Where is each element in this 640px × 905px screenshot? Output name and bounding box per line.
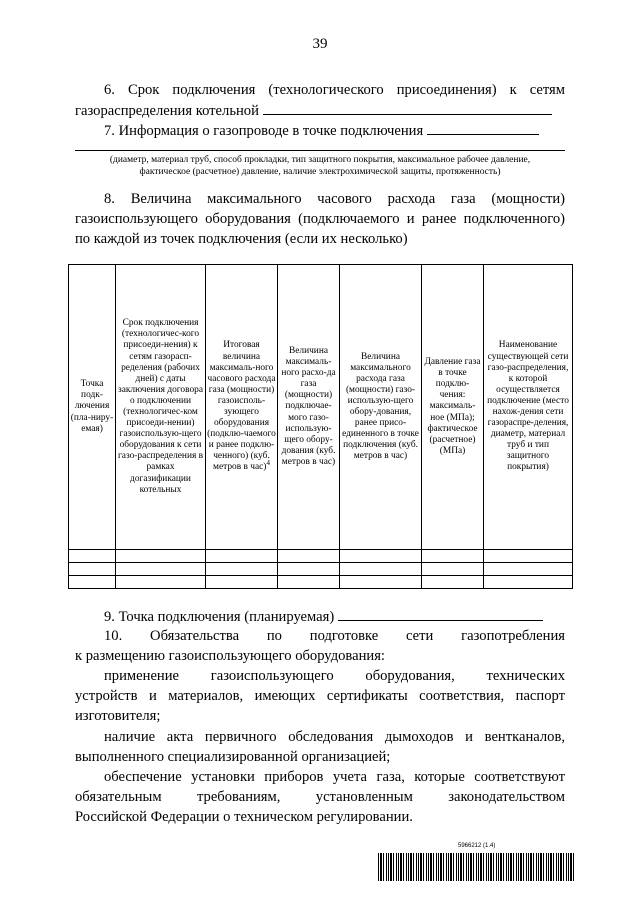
item6-line2 [75, 100, 552, 120]
table-row [69, 576, 573, 589]
table-cell[interactable] [206, 576, 278, 589]
item7-fill-rule[interactable] [75, 150, 565, 151]
item10-line2: к размещению газоиспользующего оборудования: [75, 648, 385, 664]
item10-p3-line3: Российской Федерации о техническом регулировании. [75, 809, 413, 825]
gas-connection-table [68, 264, 573, 589]
item6-line1: 6. Срок подключения (технологического присоединения) к сетям [104, 82, 565, 98]
item10-p1-line2: устройств и материалов, имеющих сертификаты соответствия, паспорт [75, 688, 565, 704]
item9-line [104, 606, 543, 626]
item10-p1-line1: применение газоиспользующего оборудования, технических [104, 668, 565, 684]
item7-note-line1: (диаметр, материал труб, способ прокладки, тип защитного покрытия, максимальное рабочее давление, [109, 155, 531, 165]
item10-p2-line1: наличие акта первичного обследования дымоходов и вентканалов, [104, 729, 565, 745]
table-cell[interactable] [116, 563, 206, 576]
footnote-mark: 4 [266, 459, 270, 468]
table-cell[interactable] [340, 550, 422, 563]
item10-line1: 10. Обязательства по подготовке сети газопотребления [104, 628, 565, 644]
table-cell[interactable] [69, 550, 116, 563]
table-row [69, 563, 573, 576]
header-existing-equipment-flow: Величина максимального расхода газа (мощности) газо-использую-щего обору-дования, ранее присо-единенного в точке подключения (куб. метров в час) [340, 265, 422, 550]
item7-note-line2: фактическое (расчетное) давление, наличие электрохимической защиты, протяженность) [139, 167, 501, 177]
table-cell[interactable] [69, 576, 116, 589]
item7-line [104, 120, 539, 140]
header-gas-pressure: Давление газа в точке подклю-чения: максималь-ное (МПа); фактическое (расчетное) (МПа) [422, 265, 484, 550]
header-new-equipment-flow: Величина максималь-ного расхо-да газа (мощности) подключае-мого газо-использую-щего обору-дования (куб. метров в час) [278, 265, 340, 550]
table-cell[interactable] [340, 576, 422, 589]
header-connection-point: Точка подк-лючения (пла-ниру-емая) [69, 265, 116, 550]
table-cell[interactable] [116, 576, 206, 589]
document-code: 5966212 (1.4) [458, 843, 496, 849]
table-cell[interactable] [116, 550, 206, 563]
item8-line3: по каждой из точек подключения (если их несколько) [75, 231, 408, 247]
header-connection-term: Срок подключения (технологичес-кого присоеди-нения) к сетям газорасп-ределения (рабочих дней) с даты заключения договора о подключении (технологичес-ком присоеди-нении) газоиспользую-щего оборудования к сети газо-распределения в рамках догазификации котельных [116, 265, 206, 550]
barcode-image [378, 853, 574, 881]
table-cell[interactable] [422, 550, 484, 563]
table-cell[interactable] [340, 563, 422, 576]
item10-p2-line2: выполненного специализированной организацией; [75, 749, 391, 765]
item8-line1: 8. Величина максимального часового расхода газа (мощности) [104, 191, 565, 207]
item9-blank-field[interactable] [338, 606, 543, 621]
table-cell[interactable] [278, 563, 340, 576]
item10-p3-line2: обязательным требованиям, установленным законодательством [75, 789, 565, 805]
item6-label: газораспределения котельной [75, 103, 259, 119]
table-cell[interactable] [69, 563, 116, 576]
table-cell[interactable] [422, 563, 484, 576]
table-cell[interactable] [278, 550, 340, 563]
item7-blank-field[interactable] [427, 120, 539, 135]
header-network-name: Наименование существующей сети газо-распределения, к которой осуществляется подключение (место нахож-дения сети газораспре-деления, диаметр, материал труб и тип защитного покрытия) [484, 265, 573, 550]
table-cell[interactable] [422, 576, 484, 589]
header-total-max-flow: Итоговая величина максималь-ного часового расхода газа (мощности) газоисполь-зующего оборудования (подклю-чаемого и ранее подклю-ченного) (куб. метров в час)$^4$ [206, 265, 278, 550]
table-cell[interactable] [484, 576, 573, 589]
item6-blank-field[interactable] [263, 100, 552, 115]
item10-p3-line1: обеспечение установки приборов учета газа, которые соответствуют [104, 769, 565, 785]
table-cell[interactable] [278, 576, 340, 589]
item10-p1-line3: изготовителя; [75, 708, 161, 724]
table-cell[interactable] [206, 563, 278, 576]
item9-label: 9. Точка подключения (планируемая) [104, 609, 335, 625]
table-cell[interactable] [484, 563, 573, 576]
table-row [69, 550, 573, 563]
table-header-row [69, 265, 573, 550]
item7-label: 7. Информация о газопроводе в точке подключения [104, 123, 424, 139]
page-number: 39 [312, 36, 328, 52]
table-cell[interactable] [206, 550, 278, 563]
item8-line2: газоиспользующего оборудования (подключаемого и ранее подключенного) [75, 211, 565, 227]
table-cell[interactable] [484, 550, 573, 563]
